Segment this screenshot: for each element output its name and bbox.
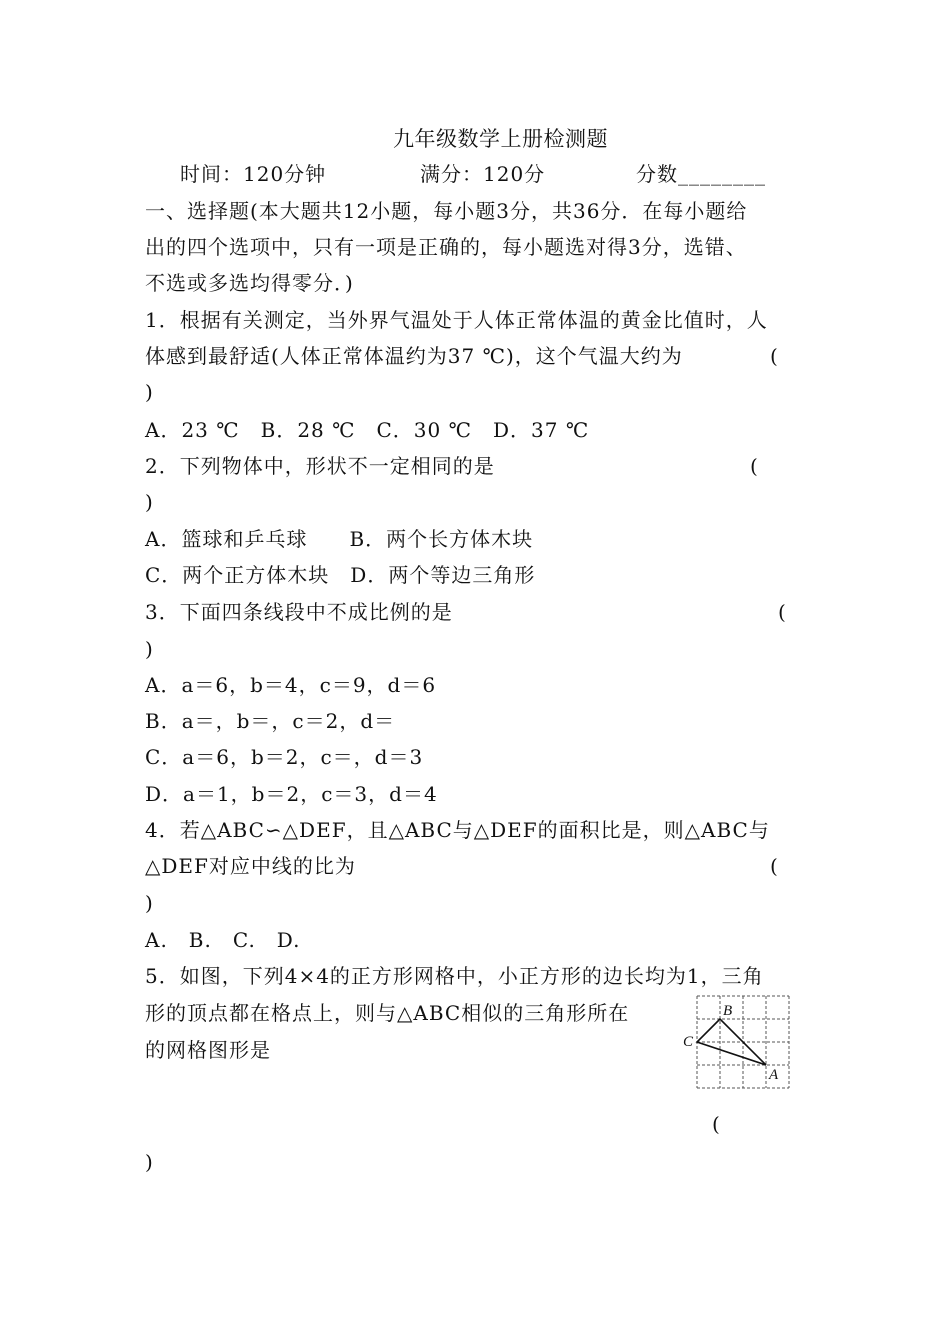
section1-line-3: 不选或多选均得零分．)	[145, 271, 354, 295]
q2-stem: 2．下列物体中，形状不一定相同的是	[145, 454, 495, 478]
q5-paren-open: (	[712, 1112, 721, 1136]
q2-paren-close: )	[145, 490, 154, 514]
full-score-info: 满分：120分	[420, 162, 546, 186]
vertex-label-c: C	[683, 1034, 694, 1050]
vertex-label-b: B	[723, 1003, 733, 1019]
q2-paren-open: (	[750, 454, 759, 478]
time-info: 时间：120分钟	[180, 162, 327, 186]
q3-option-d: D．a＝1，b＝2，c＝3，d＝4	[145, 782, 438, 806]
q5-line-3: 的网格图形是	[145, 1038, 271, 1062]
q1-line-2: 体感到最舒适(人体正常体温约为37 ℃)，这个气温大约为	[145, 344, 683, 368]
q5-line-2: 形的顶点都在格点上，则与△ABC相似的三角形所在	[145, 1001, 630, 1025]
q3-paren-close: )	[145, 637, 154, 661]
q5-line-1: 5．如图，下列4×4的正方形网格中，小正方形的边长均为1，三角	[145, 964, 764, 988]
q4-line-1: 4．若△ABC∽△DEF，且△ABC与△DEF的面积比是，则△ABC与	[145, 818, 770, 842]
q4-options: A. B. C. D.	[145, 928, 301, 952]
q1-paren-close: )	[145, 380, 154, 404]
section1-line-2: 出的四个选项中，只有一项是正确的，每小题选对得3分，选错、	[145, 235, 747, 259]
q3-option-a: A．a＝6，b＝4，c＝9，d＝6	[145, 673, 437, 697]
q2-option-line-2: C．两个正方体木块 D．两个等边三角形	[145, 563, 536, 587]
q3-stem: 3．下面四条线段中不成比例的是	[145, 600, 453, 624]
q3-option-c: C．a＝6，b＝2，c＝，d＝3	[145, 745, 424, 769]
page-title: 九年级数学上册检测题	[393, 127, 608, 151]
q3-paren-open: (	[778, 600, 787, 624]
section1-line-1: 一、选择题(本大题共12小题，每小题3分，共36分．在每小题给	[145, 199, 748, 223]
q1-paren-open: (	[770, 344, 779, 368]
q4-paren-close: )	[145, 891, 154, 915]
q1-options: A．23 ℃ B．28 ℃ C．30 ℃ D．37 ℃	[145, 418, 590, 442]
score-field: 分数________	[636, 162, 766, 186]
q2-option-line-1: A．篮球和乒乓球 B．两个长方体木块	[145, 527, 534, 551]
q3-option-b: B．a＝，b＝，c＝2，d＝	[145, 709, 396, 733]
triangle-grid-figure	[683, 993, 795, 1091]
q4-paren-open: (	[770, 854, 779, 878]
q1-line-1: 1．根据有关测定，当外界气温处于人体正常体温的黄金比值时，人	[145, 308, 768, 332]
vertex-label-a: A	[769, 1067, 779, 1083]
q4-line-2: △DEF对应中线的比为	[145, 854, 356, 878]
q5-paren-close: )	[145, 1150, 154, 1174]
